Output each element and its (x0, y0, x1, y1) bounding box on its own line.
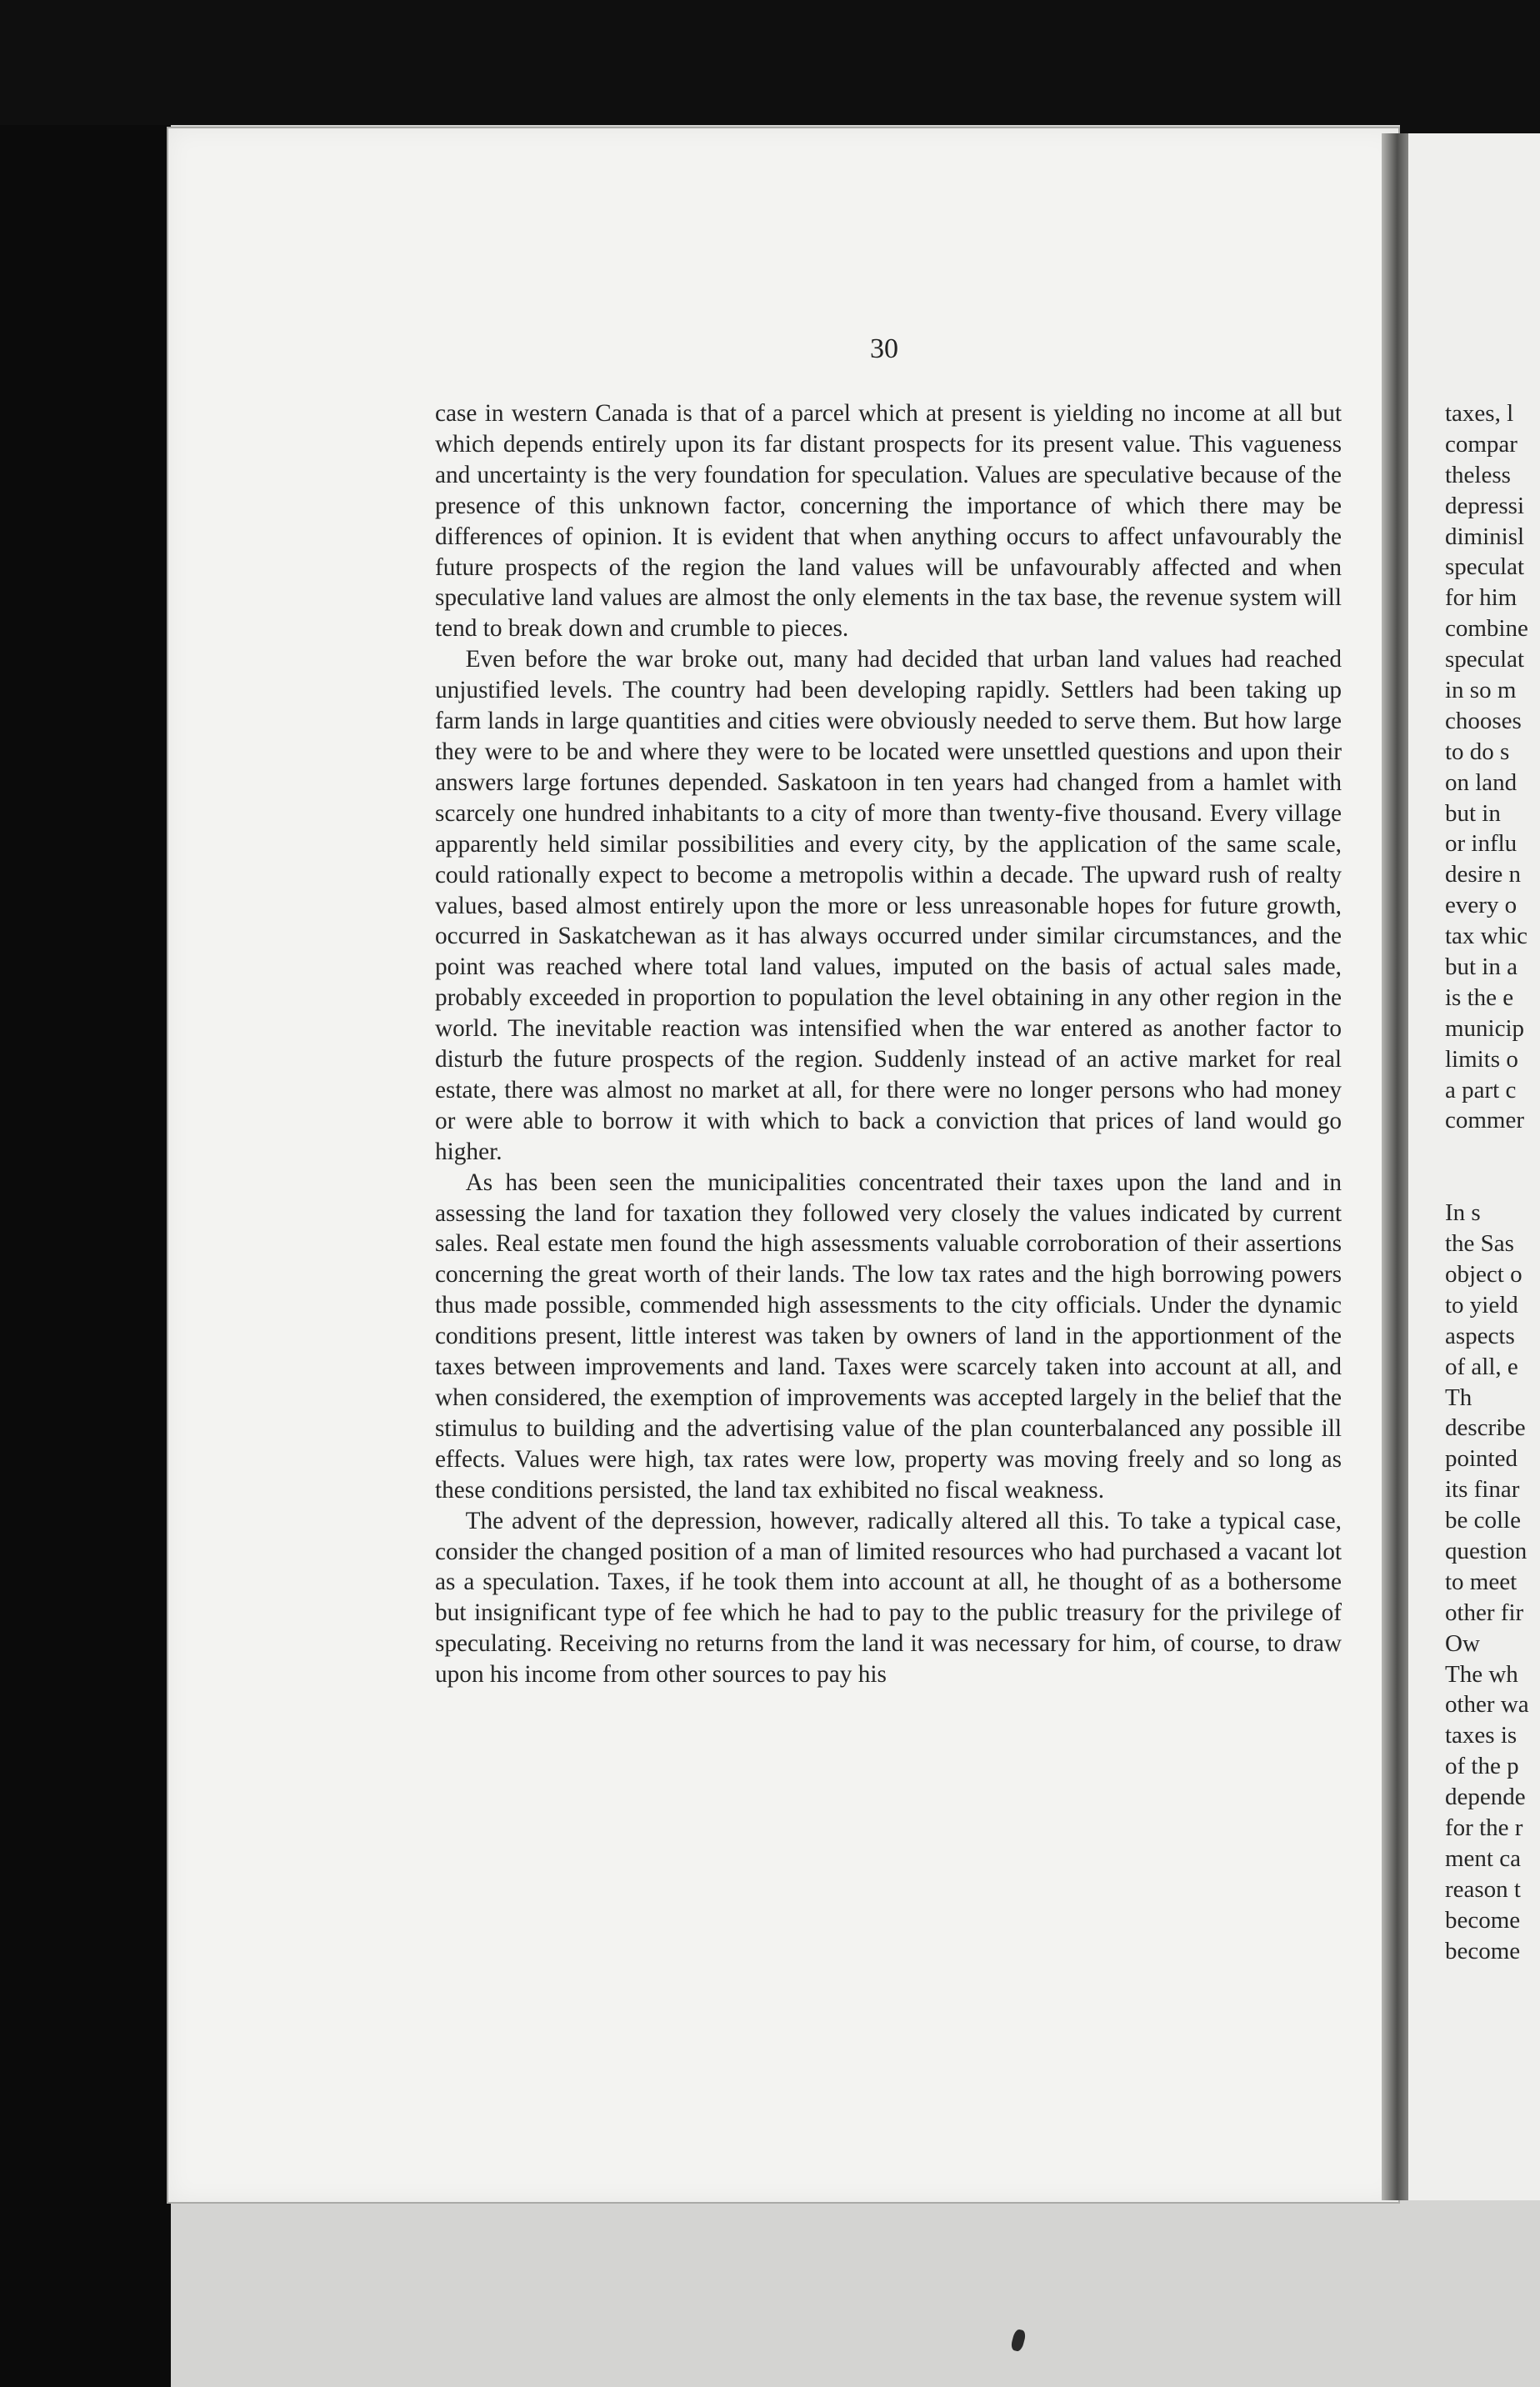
facing-line: of the p (1445, 1753, 1519, 1780)
facing-line: municip (1445, 1014, 1525, 1042)
facing-line: its finar (1445, 1476, 1520, 1504)
facing-line: a part c (1445, 1076, 1517, 1103)
facing-line: desire n (1445, 861, 1521, 888)
facing-line: every o (1445, 892, 1518, 919)
facing-line: reason t (1445, 1875, 1521, 1903)
paragraph-3: As has been seen the municipalities concentrated their taxes upon the land and in assessing the land for taxation they followed very closely the values indicated by current sales. Real estate men found the high assessments valuable corroboration of their assertions concerning the great worth of their lands. The low tax rates and the high borrowing powers thus made possible, commended high assessments to the city officials. Under the dynamic conditions present, little interest was taken by owners of land in the apportionment of the taxes between improvements and land. Taxes were scarcely taken into account at all, and when considered, the exemption of improvements was accepted largely in the belief that the stimulus to building and the advertising value of the plan counterbalanced any possible ill effects. Values were high, tax rates were low, property was moving freely and so long as these conditions persisted, the land tax exhibited no fiscal weakness. (435, 1168, 1342, 1504)
facing-line: for the r (1445, 1814, 1523, 1841)
facing-line: be colle (1445, 1507, 1521, 1534)
facing-line: other fir (1445, 1599, 1524, 1626)
facing-line: in so m (1445, 677, 1517, 704)
facing-line: taxes is (1445, 1722, 1518, 1749)
facing-line: depressi (1445, 492, 1525, 519)
facing-line: on land (1445, 768, 1518, 796)
facing-line: chooses (1445, 707, 1522, 734)
scan-border-top (0, 0, 1540, 125)
facing-line: describe (1445, 1414, 1526, 1442)
facing-page (1408, 133, 1540, 2200)
facing-line: to do s (1445, 738, 1510, 765)
page-number: 30 (870, 333, 898, 364)
book-gutter (1382, 133, 1410, 2200)
facing-line: depende (1445, 1784, 1526, 1811)
facing-line: become (1445, 1937, 1521, 1964)
facing-line: question (1445, 1537, 1528, 1564)
facing-line: commer (1445, 1107, 1525, 1134)
facing-line: but in a (1445, 953, 1518, 981)
facing-line: is the e (1445, 983, 1514, 1011)
facing-line: object o (1445, 1260, 1522, 1288)
facing-line: Th (1445, 1384, 1472, 1411)
facing-line: theless (1445, 461, 1511, 488)
facing-line: or influ (1445, 830, 1518, 858)
page-body (435, 398, 1342, 1690)
facing-line: Ow (1445, 1629, 1480, 1657)
facing-line: to meet (1445, 1568, 1518, 1595)
dust-speck (1010, 2329, 1027, 2353)
facing-line: diminisl (1445, 523, 1525, 550)
facing-line: In s (1445, 1199, 1481, 1227)
scan-border-left (0, 0, 171, 2387)
facing-line: of all, e (1445, 1353, 1518, 1380)
paragraph-4: The advent of the depression, however, radically altered all this. To take a typical case, consider the changed position of a man of limited resources who had purchased a vacant lot as a speculation. Taxes, if he took them into account at all, he thought of as a bothersome but insignificant type of fee which he had to pay to the public treasury for the privilege of speculating. Receiving no returns from the land it was necessary for him, of course, to draw upon his income from other sources to pay his (435, 1507, 1342, 1689)
facing-line: for him (1445, 584, 1518, 612)
facing-line: become (1445, 1906, 1521, 1934)
facing-line (1445, 1167, 1540, 1198)
facing-line: ment ca (1445, 1844, 1521, 1872)
facing-line: aspects (1445, 1322, 1515, 1349)
facing-line: tax whic (1445, 923, 1528, 950)
facing-line: the Sas (1445, 1230, 1514, 1258)
facing-line: to yield (1445, 1291, 1518, 1319)
facing-line: taxes, l (1445, 400, 1514, 427)
facing-line: combine (1445, 615, 1528, 643)
facing-line: speculat (1445, 646, 1525, 673)
facing-line: limits o (1445, 1045, 1518, 1073)
paragraph-1: case in western Canada is that of a parcel which at present is yielding no income at all but which depends entirely upon its far distant prospects for its present value. This vagueness and uncertainty is the very foundation for speculation. Values are speculative because of the presence of this unknown factor, concerning the importance of which there may be differences of opinion. It is evident that when anything occurs to affect unfavourably the future prospects of the region the land values will be unfavourably affected and when speculative land values are almost the only elements in the tax base, the revenue system will tend to break down and crumble to pieces. (435, 400, 1342, 643)
facing-page-text (1445, 398, 1540, 1966)
facing-line: compar (1445, 430, 1518, 458)
facing-line: The wh (1445, 1660, 1518, 1688)
paragraph-2: Even before the war broke out, many had decided that urban land values had reached unjustified levels. The country had been developing rapidly. Settlers had been taking up farm lands in large quantities and cities were obviously needed to serve them. But how large they were to be and where they were to be located were unsettled questions and upon their answers large fortunes depended. Saskatoon in ten years had changed from a hamlet with scarcely one hundred inhabitants to a city of more than twenty-five thousand. Every village apparently held similar possibilities and every city, by the application of the same scale, could rationally expect to become a metropolis within a decade. The upward rush of realty values, based almost entirely upon the more or less unreasonable hopes for future growth, occurred in Saskatchewan as it has always occurred under similar circumstances, and the point was reached where total land values, imputed on the basis of actual sales made, probably exceeded in proportion to population the level obtaining in any other region in the world. The inevitable reaction was intensified when the war entered as another factor to disturb the future prospects of the region. Suddenly instead of an active market for real estate, there was almost no market at all, for there were no longer persons who had money or were able to borrow it with which to back a conviction that prices of land would go higher. (435, 646, 1342, 1165)
facing-line (1445, 1136, 1540, 1167)
scan-border-top-right (1400, 0, 1540, 150)
facing-line: other wa (1445, 1691, 1529, 1719)
facing-line: pointed (1445, 1445, 1518, 1473)
facing-line: speculat (1445, 553, 1525, 581)
facing-line: but in (1445, 799, 1501, 827)
